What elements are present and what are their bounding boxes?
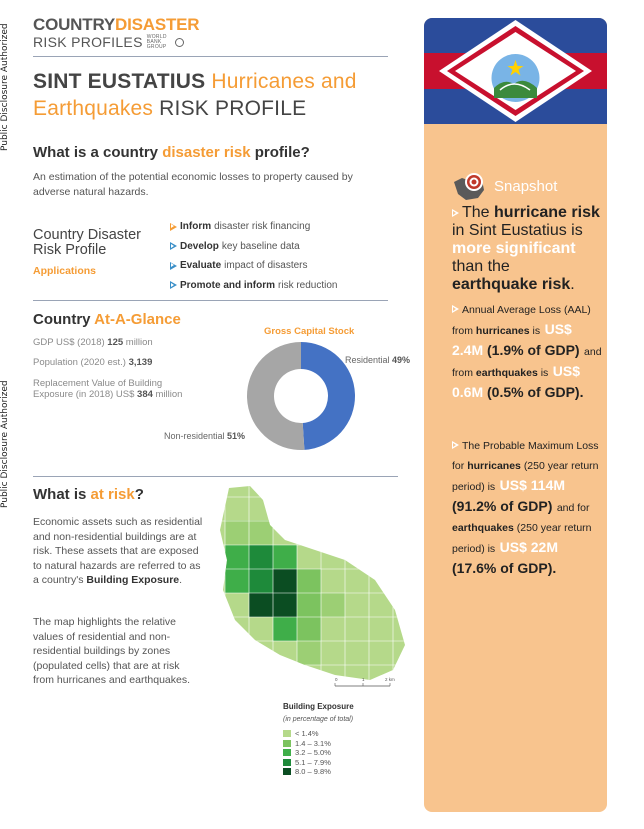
exposure-cell (273, 593, 297, 617)
sint-eustatius-flag-icon (424, 18, 607, 124)
triangle-bullet-icon (452, 441, 459, 449)
para1-end: . (179, 574, 183, 586)
legend-swatch (283, 749, 291, 756)
divider (33, 476, 398, 477)
at-risk-para-2: The map highlights the relative values of residential and non-residential buildings by zones (populated cells) that are at risk from hurricanes and earthquakes. (33, 616, 191, 686)
exposure-cell (297, 617, 321, 641)
legend-swatch (283, 740, 291, 747)
disclosure-label: Public Disclosure Authorized (0, 23, 10, 151)
pie-slice-non-residential (247, 342, 304, 450)
what-is-text: An estimation of the potential economic losses to property caused by adverse natural hazards. (33, 171, 353, 198)
exposure-cell (273, 545, 297, 569)
pie-label-non-residential (164, 431, 245, 441)
item-text: key baseline data (221, 240, 300, 252)
legend-item (283, 758, 354, 768)
snapshot-title: Snapshot (494, 177, 558, 195)
gdp-stat (33, 337, 153, 348)
legend-title: Building Exposure (283, 702, 354, 711)
triangle-bullet-icon (170, 242, 177, 250)
b3-f: and for (556, 502, 590, 514)
item-bold: Develop (180, 240, 219, 252)
legend-subtitle: (in percentage of total) (283, 716, 354, 723)
pie-label-residential (345, 355, 410, 365)
para1-text: Economic assets such as residential and non-residential buildings are at risk. These assets that are exposed to natural hazards are referred to as a country's (33, 516, 203, 586)
divider (33, 300, 388, 301)
pie-label-nonres-value: 51% (227, 431, 246, 441)
title-suffix: RISK PROFILE (159, 97, 307, 120)
b2-b: hurricanes (475, 325, 530, 337)
world-bank-globe-icon (175, 38, 184, 47)
b3-g: earthquakes (452, 522, 514, 534)
rv-label-2: Exposure (in 2018) US$ (33, 389, 135, 400)
exposure-cell (297, 569, 321, 593)
at-risk-heading-b: at risk (90, 486, 135, 503)
b3-k: . (552, 560, 557, 576)
exposure-cell (249, 569, 273, 593)
logo-disaster: DISASTER (115, 15, 200, 34)
snapshot-aal (452, 300, 602, 402)
b2-h: is (540, 367, 549, 379)
gross-capital-pie-chart (245, 340, 357, 452)
exposure-cell (273, 569, 297, 593)
legend-label: 8.0 – 9.8% (295, 767, 331, 776)
applications-subtitle: Applications (33, 265, 97, 277)
para1-bold: Building Exposure (86, 574, 180, 586)
applications-title: Country Disaster Risk Profile (33, 227, 141, 258)
item-text: disaster risk financing (214, 221, 311, 232)
scale-label: 0 (335, 677, 338, 682)
exposure-cell (321, 593, 345, 617)
item-bold: Promote and inform (180, 279, 276, 291)
what-is-heading (33, 144, 310, 161)
title-hazards-1: Hurricanes and (211, 70, 357, 93)
rv-label-1: Replacement Value of Building (33, 378, 163, 389)
gdp-value: 125 (107, 337, 124, 348)
b2-k: . (579, 384, 584, 400)
population-stat (33, 357, 152, 368)
exposure-cell (249, 593, 273, 617)
glance-heading-b: At-A-Glance (94, 311, 181, 328)
b2-d: US$ 2.4M (452, 321, 572, 358)
triangle-bullet-icon (452, 305, 459, 313)
at-risk-heading (33, 486, 144, 503)
disclosure-label: Public Disclosure Authorized (0, 380, 10, 508)
b3-c: (250 year return period) is (452, 460, 599, 493)
applications-list (170, 217, 337, 295)
page-title (33, 68, 393, 122)
what-is-heading-c: profile? (254, 144, 310, 161)
rv-value: 384 (137, 389, 153, 400)
title-country: SINT EUSTATIUS (33, 70, 206, 93)
rv-unit: million (155, 389, 183, 400)
chart-title: Gross Capital Stock (264, 326, 355, 337)
snapshot-pml (452, 436, 602, 578)
exposure-cell (249, 545, 273, 569)
list-item (170, 237, 337, 257)
exposure-cell (297, 593, 321, 617)
list-item (170, 276, 337, 296)
map-legend (283, 702, 354, 777)
logo-risk-profiles: RISK PROFILES (33, 34, 143, 50)
at-risk-heading-a: What is (33, 486, 87, 503)
b3-a: The Probable Maximum Loss for (452, 440, 599, 472)
triangle-bullet-icon (170, 281, 177, 289)
glance-heading-a: Country (33, 311, 91, 328)
item-bold: Inform (180, 221, 212, 232)
b1-c: in Sint Eustatius is (452, 222, 583, 239)
b2-a: Annual Average Loss (AAL) from (452, 304, 591, 337)
b2-g: earthquakes (475, 367, 538, 379)
legend-swatch (283, 768, 291, 775)
gdp-unit: million (125, 337, 153, 348)
pop-label: Population (2020 est.) (33, 357, 126, 368)
b2-e: (1.9% of GDP) (487, 342, 580, 358)
legend-label: 1.4 – 3.1% (295, 738, 331, 748)
pop-value: 3,139 (128, 357, 153, 368)
b3-b: hurricanes (467, 460, 521, 472)
pie-label-nonres-name: Non-residential (164, 431, 225, 441)
b3-e: (91.2% of GDP) (452, 498, 553, 514)
exposure-cell (225, 545, 249, 569)
legend-item (283, 729, 354, 739)
list-item (170, 217, 337, 237)
legend-swatch (283, 730, 291, 737)
at-risk-para-1 (33, 515, 203, 588)
b3-d: US$ 114M (499, 477, 566, 493)
triangle-bullet-icon (170, 223, 177, 231)
pie-label-residential-value: 49% (392, 355, 411, 365)
b1-e: than the (452, 258, 510, 275)
b1-b: hurricane risk (494, 204, 600, 221)
world-bank-text: WORLD BANK GROUP (146, 33, 167, 50)
b3-i: US$ 22M (499, 539, 558, 555)
b3-h: (250 year return period) is (452, 522, 592, 555)
b1-f: earthquake risk (452, 276, 571, 293)
b2-f: and from (452, 346, 602, 379)
b2-c: is (532, 325, 541, 337)
exposure-cell (273, 617, 297, 641)
divider (33, 56, 388, 57)
legend-swatch (283, 759, 291, 766)
glance-heading (33, 311, 181, 328)
snapshot-risk-comparison (452, 204, 602, 294)
legend-label: 5.1 – 7.9% (295, 757, 331, 767)
legend-item (283, 767, 354, 777)
what-is-heading-b: disaster risk (162, 144, 251, 161)
logo-country: COUNTRY (33, 15, 116, 34)
legend-item (283, 748, 354, 758)
b2-i: US$ 0.6M (452, 363, 580, 400)
legend-item (283, 739, 354, 749)
exposure-cell (297, 641, 321, 665)
b1-a: The (462, 204, 490, 221)
legend-label: < 1.4% (295, 729, 319, 738)
pie-label-residential-name: Residential (345, 355, 390, 365)
b1-g: . (570, 276, 575, 293)
exposure-cell (225, 569, 249, 593)
country-disaster-logo (33, 16, 199, 50)
snapshot-panel (424, 18, 607, 812)
legend-label: 3.2 – 5.0% (295, 748, 331, 757)
b1-d: more significant (452, 240, 576, 257)
b3-j: (17.6% of GDP) (452, 560, 553, 576)
building-exposure-map (215, 480, 410, 695)
item-text: impact of disasters (224, 260, 308, 271)
item-bold: Evaluate (180, 260, 222, 271)
replacement-value-stat (33, 378, 182, 400)
b2-j: (0.5% of GDP) (487, 384, 580, 400)
title-hazards-2: Earthquakes (33, 97, 154, 120)
triangle-bullet-icon (452, 209, 459, 217)
what-is-heading-a: What is a country (33, 144, 159, 161)
scale-label: 2 km (385, 677, 395, 682)
list-item (170, 256, 337, 276)
at-risk-heading-c: ? (134, 486, 144, 503)
target-map-icon (452, 168, 488, 204)
item-text: risk reduction (278, 279, 338, 291)
triangle-bullet-icon (170, 262, 177, 270)
scale-label: 1 (362, 677, 365, 682)
snapshot-header (452, 168, 557, 204)
gdp-label: GDP US$ (2018) (33, 337, 105, 348)
